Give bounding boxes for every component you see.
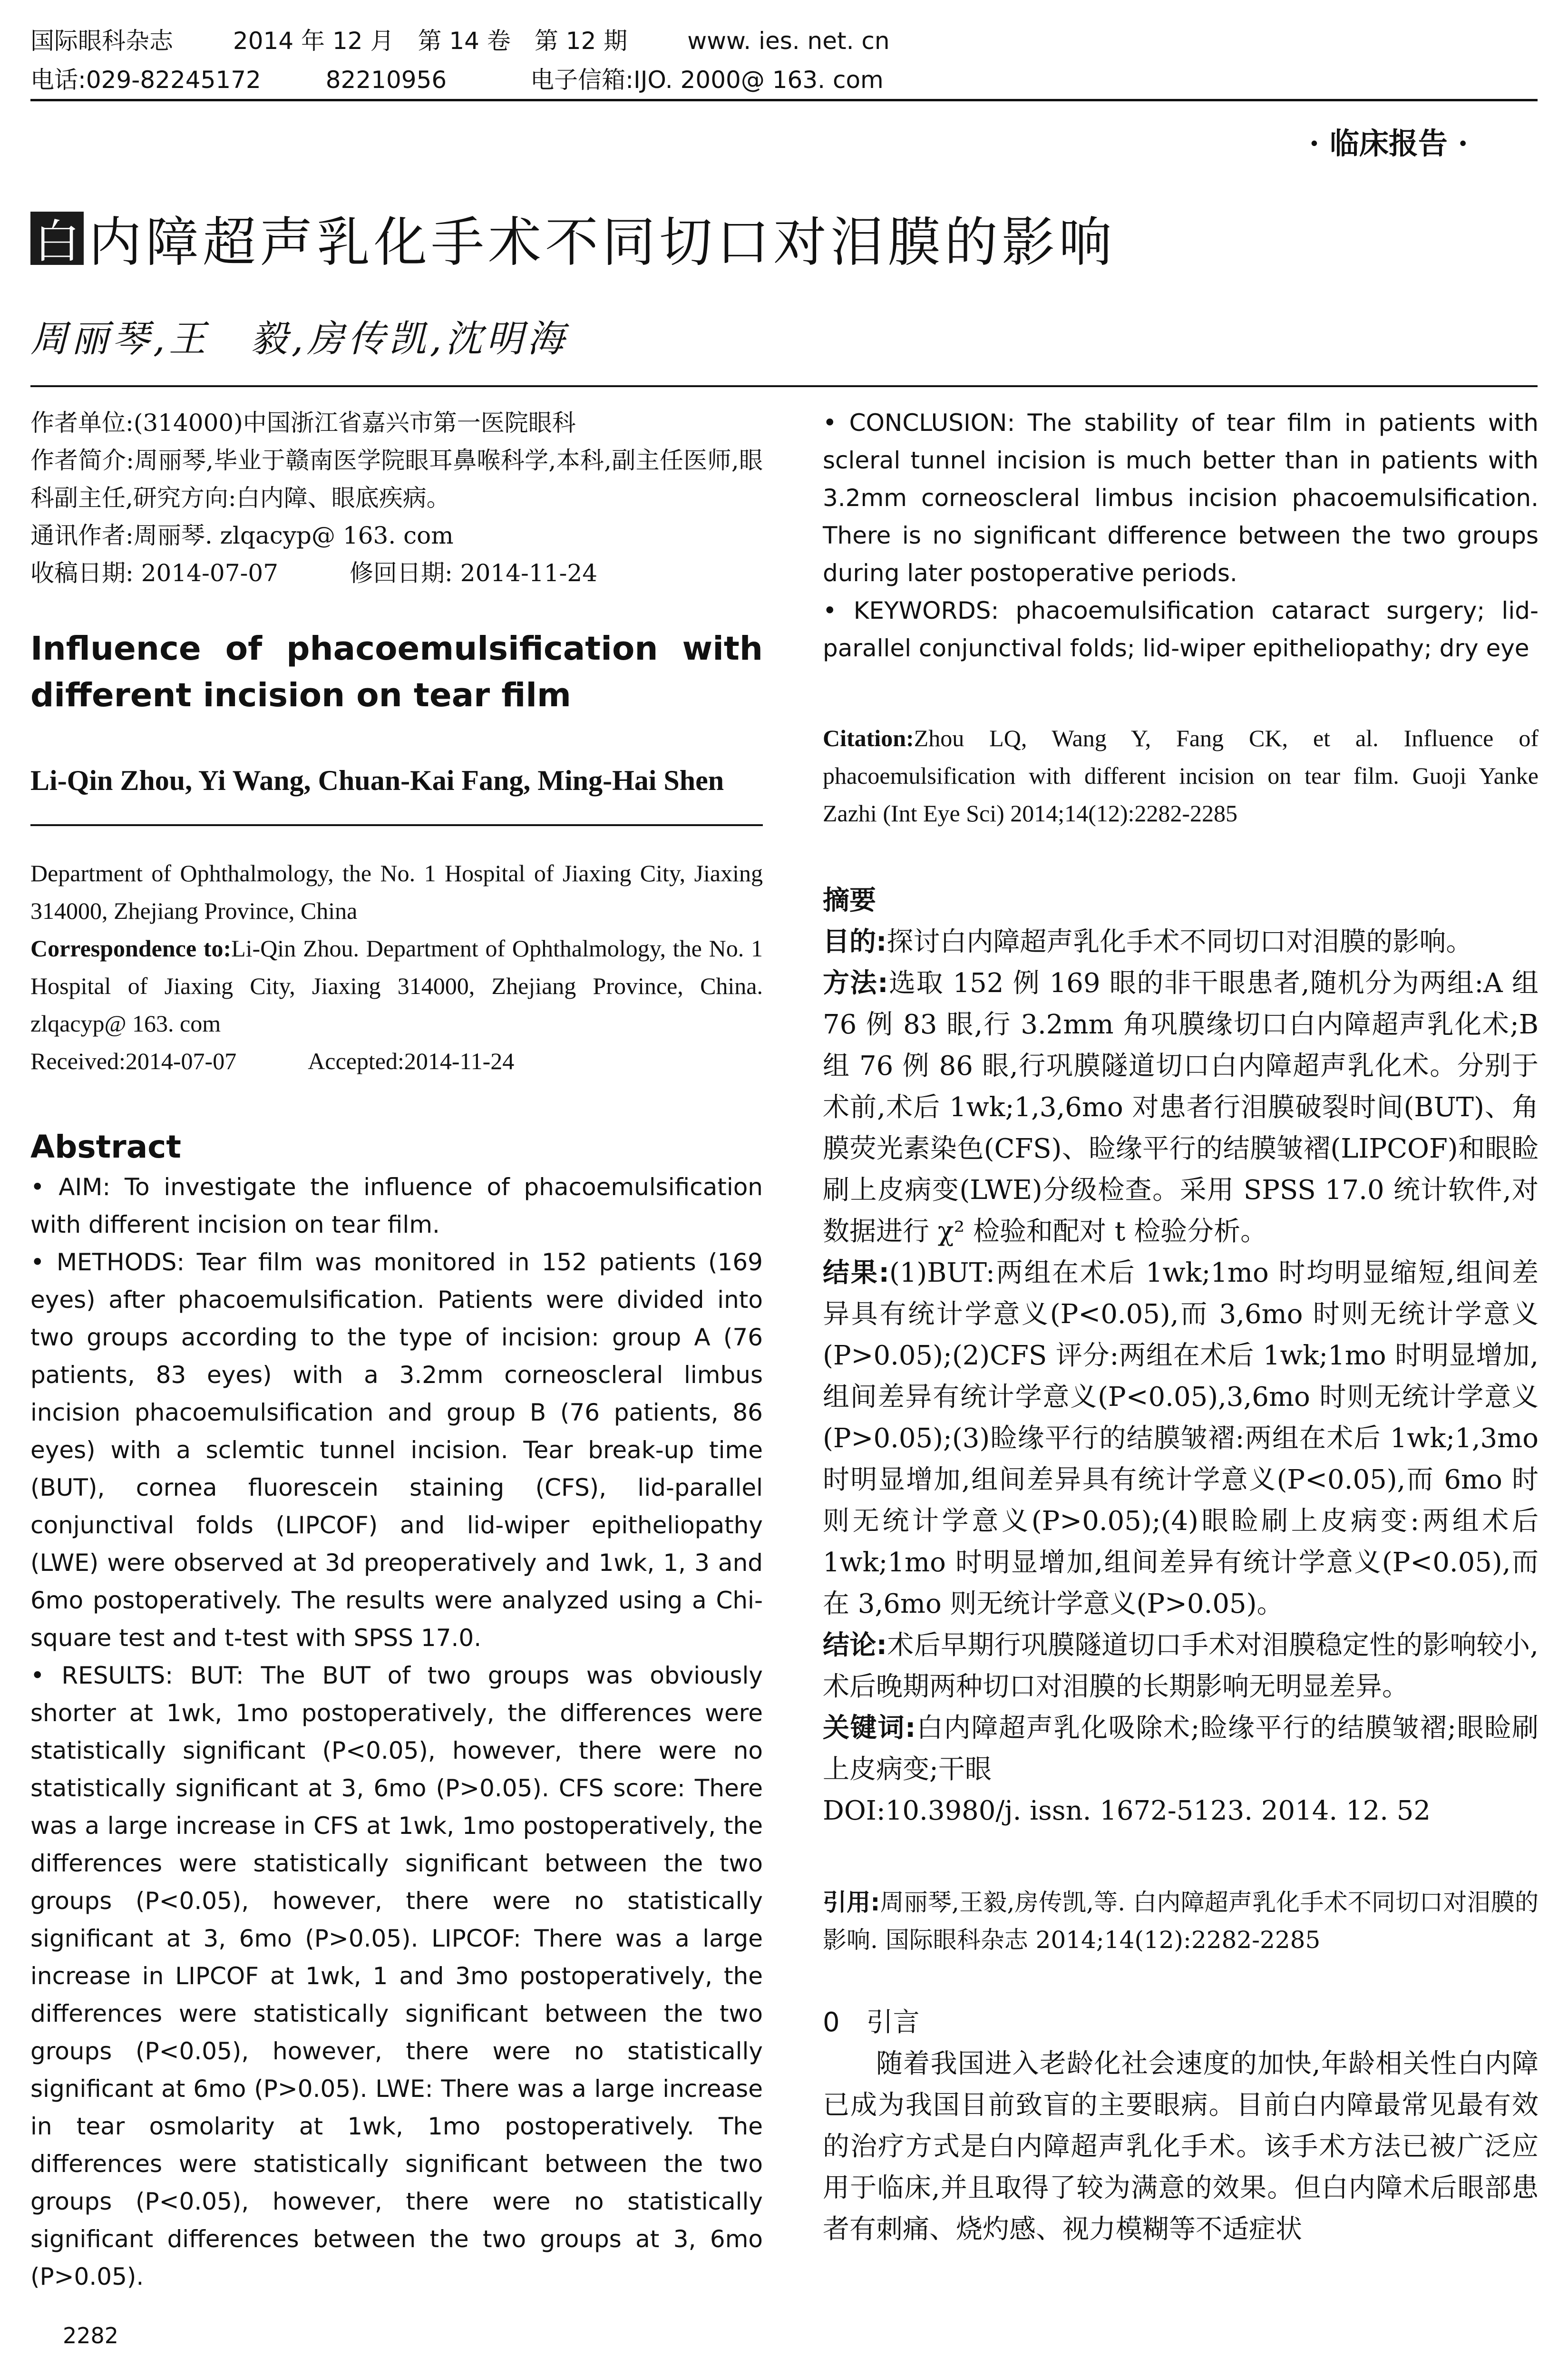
keywords-text: 白内障超声乳化吸除术;睑缘平行的结膜皱褶;眼睑刷上皮病变;干眼 <box>823 1713 1539 1785</box>
summary-method <box>823 963 1539 1252</box>
phone2: 82210956 <box>325 66 447 94</box>
author-unit: 作者单位:(314000)中国浙江省嘉兴市第一医院眼科 <box>30 409 576 437</box>
summary-result <box>823 1252 1539 1625</box>
title-text: 内障超声乳化手术不同切口对泪膜的影响 <box>88 212 1116 273</box>
section-tag: · 临床报告 · <box>1309 126 1468 161</box>
right-column <box>823 404 1539 2250</box>
correspondence-text: Li-Qin Zhou. Department of Ophthalmology, the No. 1 Hospital of Jiaxing City, Jiaxing 314000, Zhejiang Province, China. zlqacyp@ 163. com <box>30 935 763 1037</box>
doi[interactable]: DOI:10.3980/j. issn. 1672-5123. 2014. 12. 52 <box>823 1795 1431 1826</box>
header-rule <box>30 99 1538 101</box>
received-accepted: Received:2014-07-07 Accepted:2014-11-24 <box>30 1048 515 1074</box>
author-bio: 作者简介:周丽琴,毕业于赣南医学院眼耳鼻喉科学,本科,副主任医师,眼科副主任,研究方向:白内障、眼底疾病。 <box>30 447 763 512</box>
authors-cn: 周丽琴,王 毅,房传凯,沈明海 <box>30 318 568 360</box>
abstract-body <box>30 1169 763 2296</box>
cn-citation <box>823 1884 1539 1959</box>
abstract-methods: • METHODS: Tear film was monitored in 152 patients (169 eyes) after phacoemulsification. Patients were divided into two groups according to the type of incision: group A (76 patients, 83 eyes) with a 3.2mm corneoscleral limbus incision phacoemulsification and group B (76 patients, 86 eyes) with a sclemtic tunnel incision. Tear break-up time (BUT), cornea fluorescein staining (CFS), lid-parallel conjunctival folds (LIPCOF) and lid-wiper epitheliopathy (LWE) were observed at 3d preoperatively and 1wk, 1, 3 and 6mo postoperatively. The results were analyzed using a Chi-square test and t-test with SPSS 17.0. <box>30 1248 763 1652</box>
journal-email[interactable]: 电子信箱:IJO. 2000@ 163. com <box>530 66 884 94</box>
left-column <box>30 404 763 2296</box>
title-first-char: 白 <box>30 212 84 265</box>
method-text: 选取 152 例 169 眼的非干眼患者,随机分为两组:A 组 76 例 83 眼,行 3.2mm 角巩膜缘切口白内障超声乳化术;B 组 76 例 86 眼,行巩膜隧道切口白内障超声乳化术。分别于术前,术后 1wk;1,3,6mo 对患者行泪膜破裂时间(BUT)、角膜荧光素染色(CFS)、睑缘平行的结膜皱褶(LIPCOF)和眼睑刷上皮病变(LWE)分级检查。采用 SPSS 17.0 统计软件,对数据进行 χ² 检验和配对 t 检验分析。 <box>823 968 1539 1247</box>
phone: 电话:029-82245172 <box>30 66 261 94</box>
issue-info: 2014 年 12 月 第 14 卷 第 12 期 <box>233 27 628 55</box>
purpose-text: 探讨白内障超声乳化手术不同切口对泪膜的影响。 <box>886 926 1473 957</box>
english-authors: Li-Qin Zhou, Yi Wang, Chuan-Kai Fang, Ming-Hai Shen <box>30 765 724 796</box>
cite-label: 引用: <box>823 1889 880 1916</box>
affiliation: Department of Ophthalmology, the No. 1 Hospital of Jiaxing City, Jiaxing 314000, Zhejiang Province, China <box>30 860 763 924</box>
summary-keywords <box>823 1707 1539 1790</box>
english-title: Influence of phacoemulsification with different incision on tear film <box>30 630 763 714</box>
abstract-conclusion: • CONCLUSION: The stability of tear film in patients with scleral tunnel incision is much better than in patients with 3.2mm corneoscleral limbus incision phacoemulsification. There is no significant difference between the two groups during later postoperative periods. <box>823 409 1539 587</box>
abstract-keywords: • KEYWORDS: phacoemulsification cataract surgery; lid-parallel conjunctival folds; lid-wiper epitheliopathy; dry eye <box>823 597 1539 662</box>
abstract-continued <box>823 404 1539 667</box>
abstract-aim: • AIM: To investigate the influence of phacoemulsification with different incision on tear film. <box>30 1173 763 1238</box>
dates: 收稿日期: 2014-07-07 修回日期: 2014-11-24 <box>30 559 598 587</box>
article-title <box>30 200 1116 276</box>
journal-header-line2 <box>30 61 884 95</box>
method-label: 方法: <box>823 968 888 999</box>
summary-heading: 摘要 <box>823 885 876 916</box>
summary-conclusion <box>823 1625 1539 1707</box>
author-rule <box>30 824 763 826</box>
summary-body <box>823 921 1539 1831</box>
intro-paragraph: 随着我国进入老龄化社会速度的加快,年龄相关性白内障已成为我国目前致盲的主要眼病。目前白内障最常见最有效的治疗方式是白内障超声乳化手术。该手术方法已被广泛应用于临床,并且取得了较为满意的效果。但白内障术后眼部患者有刺痛、烧灼感、视力模糊等不适症状 <box>823 2048 1539 2245</box>
citation-label: Citation: <box>823 725 914 751</box>
correspondence <box>30 930 763 1042</box>
author-info <box>30 404 763 592</box>
result-text: (1)BUT:两组在术后 1wk;1mo 时均明显缩短,组间差异具有统计学意义(P<0.05),而 3,6mo 时则无统计学意义(P>0.05);(2)CFS 评分:两组在术后 1wk;1mo 时明显增加,组间差异有统计学意义(P<0.05),3,6mo 时则无统计学意义(P>0.05);(3)睑缘平行的结膜皱褶:两组在术后 1wk;1,3mo 时明显增加,组间差异具有统计学意义(P<0.05),而 6mo 时则无统计学意义(P>0.05);(4)眼睑刷上皮病变:两组术后 1wk;1mo 时明显增加,组间差异有统计学意义(P<0.05),而在 3,6mo 则无统计学意义(P>0.05)。 <box>823 1257 1539 1619</box>
corresponding-author: 通讯作者:周丽琴. zlqacyp@ 163. com <box>30 522 454 549</box>
journal-website[interactable]: www. ies. net. cn <box>687 27 890 55</box>
affiliation-block <box>30 855 763 1080</box>
journal-name: 国际眼科杂志 <box>30 27 173 55</box>
cite-text: 周丽琴,王毅,房传凯,等. 白内障超声乳化手术不同切口对泪膜的影响. 国际眼科杂志 2014;14(12):2282-2285 <box>823 1889 1539 1954</box>
conclusion-label: 结论: <box>823 1630 887 1661</box>
intro-heading: 0 引言 <box>823 2007 920 2038</box>
abstract-heading: Abstract <box>30 1129 181 1165</box>
summary-purpose <box>823 921 1539 963</box>
purpose-label: 目的: <box>823 926 887 957</box>
result-label: 结果: <box>823 1257 889 1288</box>
abstract-results: • RESULTS: BUT: The BUT of two groups was obviously shorter at 1wk, 1mo postoperatively, the differences were statistically significant (P<0.05), however, there were no statistically significant at 3, 6mo (P>0.05). CFS score: There was a large increase in CFS at 1wk, 1mo postoperatively, the differences were statistically significant between the two groups (P<0.05), however, there were no statistically significant at 3, 6mo (P>0.05). LIPCOF: There was a large increase in LIPCOF at 1wk, 1 and 3mo postoperatively, the differences were statistically significant between the two groups (P<0.05), however, there were no statistically significant at 6mo (P>0.05). LWE: There was a large increase in tear osmolarity at 1wk, 1mo postoperatively. The differences were statistically significant between the two groups (P<0.05), however, there were no statistically significant differences between the two groups at 3, 6mo (P>0.05). <box>30 1662 763 2290</box>
citation-block <box>823 720 1539 832</box>
title-rule <box>30 385 1538 387</box>
correspondence-label: Correspondence to: <box>30 935 232 962</box>
citation-text: Zhou LQ, Wang Y, Fang CK, et al. Influence of phacoemulsification with different incision on tear film. Guoji Yanke Zazhi (Int Eye Sci) 2014;14(12):2282-2285 <box>823 725 1539 827</box>
page-number: 2282 <box>63 2323 119 2348</box>
journal-header-line1 <box>30 22 890 56</box>
keywords-label: 关键词: <box>823 1713 916 1744</box>
conclusion-text: 术后早期行巩膜隧道切口手术对泪膜稳定性的影响较小,术后晚期两种切口对泪膜的长期影响无明显差异。 <box>823 1630 1539 1702</box>
